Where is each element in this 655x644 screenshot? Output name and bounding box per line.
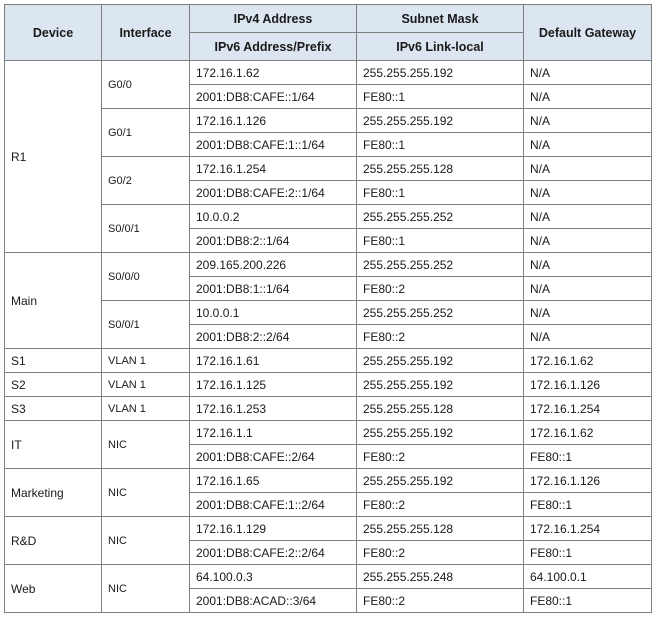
device-name-cell: Web [5, 565, 102, 613]
address-cell: 2001:DB8:ACAD::3/64 [190, 589, 357, 613]
address-cell: 172.16.1.253 [190, 397, 357, 421]
device-name-cell: S3 [5, 397, 102, 421]
mask-cell: 255.255.255.192 [357, 109, 524, 133]
mask-cell: FE80::2 [357, 277, 524, 301]
table-row [5, 373, 652, 397]
gateway-cell: N/A [524, 229, 652, 253]
address-cell: 2001:DB8:CAFE::2/64 [190, 445, 357, 469]
device-name-cell: S1 [5, 349, 102, 373]
header-default-gateway: Default Gateway [524, 5, 652, 61]
gateway-cell: FE80::1 [524, 541, 652, 565]
table-row [5, 157, 652, 181]
addressing-table [4, 4, 652, 613]
gateway-cell: N/A [524, 133, 652, 157]
gateway-cell: 172.16.1.62 [524, 421, 652, 445]
address-cell: 172.16.1.65 [190, 469, 357, 493]
address-cell: 2001:DB8:2::2/64 [190, 325, 357, 349]
device-name-cell: IT [5, 421, 102, 469]
address-cell: 172.16.1.126 [190, 109, 357, 133]
interface-cell: VLAN 1 [102, 373, 190, 397]
interface-cell: NIC [102, 421, 190, 469]
mask-cell: 255.255.255.128 [357, 157, 524, 181]
mask-cell: FE80::2 [357, 589, 524, 613]
mask-cell: FE80::2 [357, 493, 524, 517]
address-cell: 64.100.0.3 [190, 565, 357, 589]
mask-cell: FE80::1 [357, 181, 524, 205]
table-row [5, 421, 652, 445]
interface-cell: VLAN 1 [102, 397, 190, 421]
table-row [5, 61, 652, 85]
gateway-cell: N/A [524, 61, 652, 85]
address-cell: 172.16.1.1 [190, 421, 357, 445]
mask-cell: 255.255.255.192 [357, 421, 524, 445]
address-cell: 10.0.0.2 [190, 205, 357, 229]
address-cell: 2001:DB8:CAFE:1::2/64 [190, 493, 357, 517]
interface-cell: S0/0/0 [102, 253, 190, 301]
mask-cell: 255.255.255.192 [357, 373, 524, 397]
interface-cell: NIC [102, 469, 190, 517]
mask-cell: 255.255.255.128 [357, 397, 524, 421]
header-ipv6-address: IPv6 Address/Prefix [190, 33, 357, 61]
mask-cell: 255.255.255.248 [357, 565, 524, 589]
header-device: Device [5, 5, 102, 61]
header-ipv4-address: IPv4 Address [190, 5, 357, 33]
device-name-cell: Main [5, 253, 102, 349]
address-cell: 172.16.1.254 [190, 157, 357, 181]
mask-cell: 255.255.255.252 [357, 301, 524, 325]
address-cell: 10.0.0.1 [190, 301, 357, 325]
device-name-cell: Marketing [5, 469, 102, 517]
address-cell: 209.165.200.226 [190, 253, 357, 277]
mask-cell: FE80::1 [357, 133, 524, 157]
interface-cell: G0/0 [102, 61, 190, 109]
interface-cell: G0/2 [102, 157, 190, 205]
gateway-cell: N/A [524, 157, 652, 181]
device-name-cell: R1 [5, 61, 102, 253]
table-row [5, 469, 652, 493]
table-row [5, 301, 652, 325]
header-subnet-mask: Subnet Mask [357, 5, 524, 33]
gateway-cell: N/A [524, 85, 652, 109]
gateway-cell: N/A [524, 205, 652, 229]
mask-cell: FE80::1 [357, 229, 524, 253]
interface-cell: S0/0/1 [102, 301, 190, 349]
address-cell: 2001:DB8:CAFE:2::1/64 [190, 181, 357, 205]
gateway-cell: 172.16.1.254 [524, 517, 652, 541]
mask-cell: 255.255.255.128 [357, 517, 524, 541]
address-cell: 2001:DB8:CAFE:1::1/64 [190, 133, 357, 157]
mask-cell: FE80::2 [357, 445, 524, 469]
mask-cell: 255.255.255.252 [357, 205, 524, 229]
gateway-cell: N/A [524, 301, 652, 325]
address-cell: 172.16.1.61 [190, 349, 357, 373]
gateway-cell: N/A [524, 109, 652, 133]
gateway-cell: 172.16.1.254 [524, 397, 652, 421]
interface-cell: S0/0/1 [102, 205, 190, 253]
gateway-cell: FE80::1 [524, 589, 652, 613]
address-cell: 172.16.1.125 [190, 373, 357, 397]
address-cell: 2001:DB8:2::1/64 [190, 229, 357, 253]
table-row [5, 349, 652, 373]
address-cell: 2001:DB8:1::1/64 [190, 277, 357, 301]
gateway-cell: FE80::1 [524, 445, 652, 469]
header-ipv6-link-local: IPv6 Link-local [357, 33, 524, 61]
gateway-cell: 172.16.1.62 [524, 349, 652, 373]
mask-cell: FE80::1 [357, 85, 524, 109]
gateway-cell: N/A [524, 181, 652, 205]
table-row [5, 565, 652, 589]
table-header [5, 5, 652, 61]
table-body [5, 61, 652, 613]
interface-cell: G0/1 [102, 109, 190, 157]
device-name-cell: S2 [5, 373, 102, 397]
mask-cell: FE80::2 [357, 541, 524, 565]
device-name-cell: R&D [5, 517, 102, 565]
mask-cell: FE80::2 [357, 325, 524, 349]
address-cell: 2001:DB8:CAFE:2::2/64 [190, 541, 357, 565]
gateway-cell: FE80::1 [524, 493, 652, 517]
address-cell: 172.16.1.62 [190, 61, 357, 85]
gateway-cell: N/A [524, 253, 652, 277]
gateway-cell: 172.16.1.126 [524, 469, 652, 493]
table-row [5, 253, 652, 277]
gateway-cell: N/A [524, 277, 652, 301]
table-row [5, 205, 652, 229]
gateway-cell: N/A [524, 325, 652, 349]
address-cell: 172.16.1.129 [190, 517, 357, 541]
address-cell: 2001:DB8:CAFE::1/64 [190, 85, 357, 109]
interface-cell: VLAN 1 [102, 349, 190, 373]
mask-cell: 255.255.255.192 [357, 61, 524, 85]
mask-cell: 255.255.255.192 [357, 469, 524, 493]
interface-cell: NIC [102, 565, 190, 613]
mask-cell: 255.255.255.252 [357, 253, 524, 277]
gateway-cell: 64.100.0.1 [524, 565, 652, 589]
table-row [5, 397, 652, 421]
gateway-cell: 172.16.1.126 [524, 373, 652, 397]
mask-cell: 255.255.255.192 [357, 349, 524, 373]
interface-cell: NIC [102, 517, 190, 565]
header-interface: Interface [102, 5, 190, 61]
table-row [5, 109, 652, 133]
table-row [5, 517, 652, 541]
